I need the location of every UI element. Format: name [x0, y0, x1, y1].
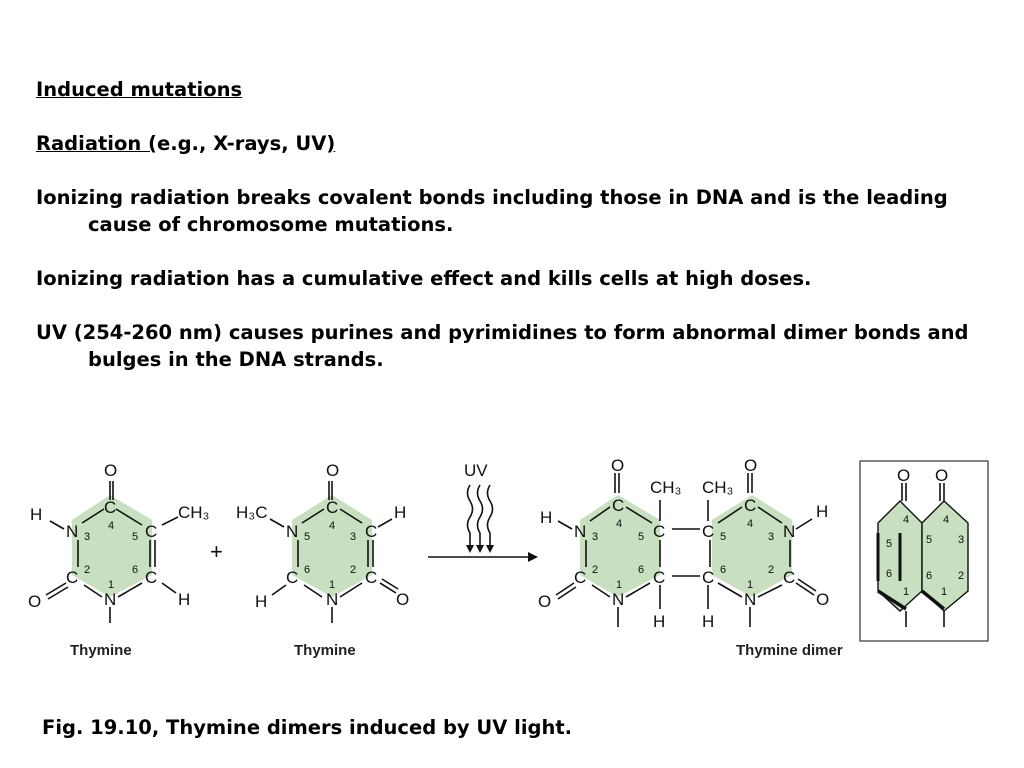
slide-body-text: [36, 76, 986, 373]
position-2: 2: [84, 564, 91, 576]
bond: [48, 587, 68, 599]
position-6: 6: [304, 564, 311, 576]
uv-wave: [488, 485, 493, 547]
atom-CH3: CH₃: [702, 478, 734, 497]
radiation-label: Radiation (: [36, 132, 157, 155]
position-1: 1: [329, 579, 336, 591]
radiation-subheading: [36, 130, 986, 157]
position-4: 4: [616, 518, 623, 530]
position-1: 1: [616, 579, 623, 591]
atom-C2: C: [574, 568, 587, 587]
bond: [798, 579, 816, 591]
reaction-arrowhead: [528, 552, 538, 562]
thymine-dimer-label: Thymine dimer: [736, 642, 843, 659]
position-6: 6: [886, 568, 893, 580]
atom-C2: C: [66, 568, 79, 587]
atom-H3C: H₃C: [236, 503, 268, 522]
atom-O: O: [935, 466, 949, 485]
position-4: 4: [108, 520, 115, 532]
atom-C4: C: [612, 496, 625, 515]
position-1: 1: [108, 579, 115, 591]
atom-O2: O: [28, 592, 42, 611]
position-2: 2: [768, 564, 775, 576]
position-6: 6: [132, 564, 139, 576]
bond: [380, 583, 396, 593]
position-6: 6: [720, 564, 727, 576]
bond: [558, 587, 576, 599]
bond: [46, 583, 66, 595]
position-1: 1: [747, 579, 754, 591]
position-5: 5: [720, 531, 727, 543]
atom-C6: C: [286, 568, 299, 587]
atom-C6: C: [145, 568, 158, 587]
bond: [270, 519, 284, 527]
bond: [556, 583, 574, 595]
position-3: 3: [350, 531, 357, 543]
atom-H6: H: [255, 592, 268, 611]
bond: [378, 519, 392, 527]
atom-C4: C: [744, 496, 757, 515]
uv-label: UV: [464, 461, 488, 480]
atom-O2: O: [816, 590, 830, 609]
thymine-label-1: Thymine: [70, 642, 132, 659]
position-3: 3: [84, 531, 91, 543]
figure-caption: Fig. 19.10, Thymine dimers induced by UV light.: [42, 715, 573, 739]
position-1: 1: [903, 586, 910, 598]
bond: [796, 583, 814, 595]
radiation-examples: e.g., X-rays, UV: [156, 132, 327, 155]
atom-O: O: [611, 456, 625, 475]
plus-sign: +: [210, 539, 223, 564]
figure-svg: [0, 445, 1024, 675]
bond: [558, 521, 572, 529]
atom-C3: C: [365, 522, 378, 541]
atom-O: O: [744, 456, 758, 475]
atom-O: O: [104, 461, 118, 480]
atom-H: H: [540, 508, 553, 527]
thymine-molecule-1: [28, 461, 209, 659]
atom-C5: C: [145, 522, 158, 541]
atom-N3: N: [66, 522, 79, 541]
paragraph-uv: UV (254-260 nm) causes purines and pyrimidines to form abnormal dimer bonds and bulges in the DNA strands.: [36, 321, 969, 371]
radiation-close-paren: ): [326, 132, 336, 155]
atom-H6: H: [653, 612, 666, 631]
uv-wave: [468, 485, 473, 547]
atom-C5: C: [653, 522, 666, 541]
atom-O: O: [897, 466, 911, 485]
atom-C5: C: [702, 522, 715, 541]
position-4: 4: [329, 520, 336, 532]
position-5: 5: [886, 538, 893, 550]
thymine-molecule-2: [236, 461, 409, 659]
atom-CH3: CH₃: [178, 503, 210, 522]
atom-H6: H: [702, 612, 715, 631]
paragraph-ionizing-cumulative: Ionizing radiation has a cumulative effect and kills cells at high doses.: [36, 267, 812, 290]
position-5: 5: [926, 534, 933, 546]
atom-H6: H: [178, 590, 191, 609]
position-5: 5: [638, 531, 645, 543]
bond: [162, 583, 176, 593]
position-4: 4: [747, 518, 754, 530]
position-3: 3: [958, 534, 965, 546]
atom-C2: C: [783, 568, 796, 587]
position-4: 4: [903, 514, 910, 526]
atom-N1: N: [104, 590, 117, 609]
atom-O2: O: [538, 592, 552, 611]
atom-C4: C: [104, 498, 117, 517]
bond: [50, 521, 64, 529]
atom-C6: C: [702, 568, 715, 587]
position-2: 2: [958, 570, 965, 582]
bond: [162, 517, 178, 525]
atom-N1: N: [326, 590, 339, 609]
position-3: 3: [768, 531, 775, 543]
position-3: 3: [592, 531, 599, 543]
bond: [272, 585, 286, 595]
position-5: 5: [304, 531, 311, 543]
thymine-dimer-figure: [0, 445, 1024, 675]
atom-O2: O: [396, 590, 410, 609]
atom-N3: N: [783, 522, 796, 541]
position-2: 2: [350, 564, 357, 576]
atom-C6: C: [653, 568, 666, 587]
atom-CH3: CH₃: [650, 478, 682, 497]
atom-H: H: [30, 505, 43, 524]
position-6: 6: [638, 564, 645, 576]
atom-C2: C: [365, 568, 378, 587]
uv-reaction-arrow: [428, 461, 538, 562]
position-6: 6: [926, 570, 933, 582]
atom-N5: N: [286, 522, 299, 541]
atom-N3: N: [574, 522, 587, 541]
atom-N1: N: [612, 590, 625, 609]
position-1: 1: [941, 586, 948, 598]
thymine-dimer-molecule: [538, 456, 843, 659]
thymine-label-2: Thymine: [294, 642, 356, 659]
heading-induced-mutations: Induced mutations: [36, 78, 243, 101]
position-2: 2: [592, 564, 599, 576]
atom-O: O: [326, 461, 340, 480]
bond: [382, 579, 398, 589]
atom-N1: N: [744, 590, 757, 609]
position-4: 4: [943, 514, 950, 526]
paragraph-ionizing-bonds: Ionizing radiation breaks covalent bonds including those in DNA and is the leading cause of chromosome mutations.: [36, 186, 948, 236]
atom-H: H: [816, 502, 829, 521]
uv-arrowheads: [466, 545, 494, 553]
position-5: 5: [132, 531, 139, 543]
uv-wave: [478, 485, 483, 547]
atom-H3: H: [394, 503, 407, 522]
dimer-3d-inset: [860, 461, 988, 641]
bond: [796, 519, 812, 529]
atom-C4: C: [326, 498, 339, 517]
